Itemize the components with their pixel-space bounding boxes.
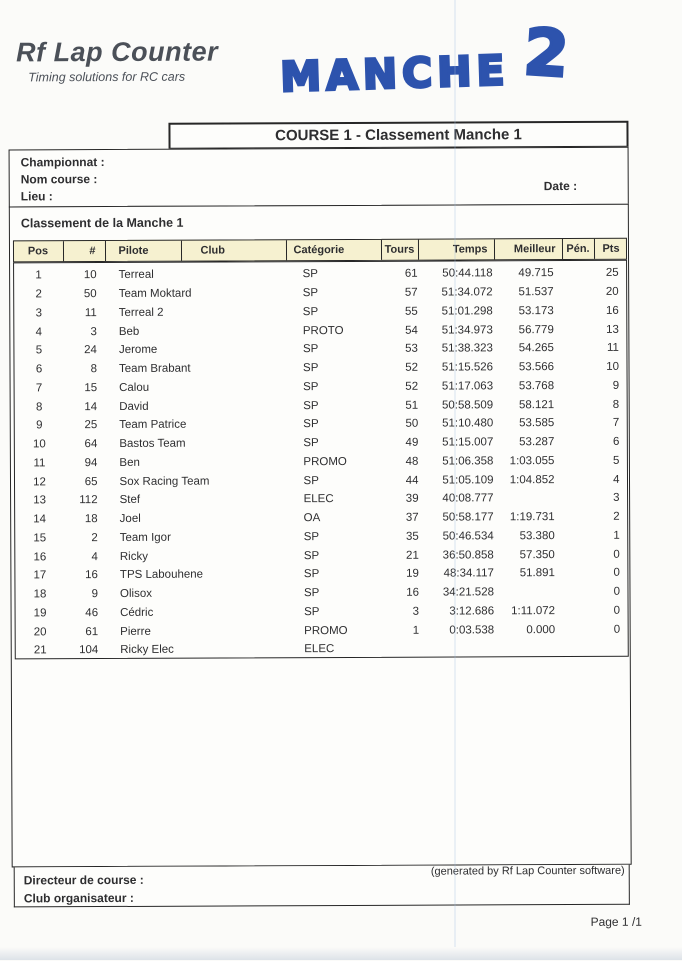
directeur-label: Directeur de course : — [24, 873, 144, 888]
cell-tours: 52 — [382, 381, 419, 393]
cell-categorie: SP — [287, 306, 382, 318]
cell-num: 112 — [65, 494, 107, 506]
section-title: Classement de la Manche 1 — [21, 216, 184, 231]
cell-pos: 18 — [15, 588, 65, 600]
cell-pilote: David — [106, 400, 182, 412]
cell-pos: 6 — [14, 363, 64, 375]
report-title-box — [168, 121, 628, 150]
cell-num: 15 — [64, 382, 106, 394]
cell-num: 10 — [64, 269, 106, 281]
cell-num: 4 — [65, 551, 107, 563]
cell-temps: 51:01.298 — [419, 305, 495, 317]
cell-pos: 4 — [14, 326, 64, 338]
cell-categorie: SP — [288, 531, 383, 543]
cell-pos: 14 — [15, 513, 65, 525]
cell-pilote: Ricky — [107, 550, 183, 562]
cell-categorie: SP — [287, 399, 382, 411]
col-header-club: Club — [181, 240, 286, 260]
cell-categorie: SP — [288, 568, 383, 580]
cell-meilleur: 0.000 — [496, 624, 564, 636]
cell-num: 8 — [64, 363, 106, 375]
cell-pos: 19 — [15, 607, 65, 619]
rf-lap-counter-logo — [16, 37, 218, 85]
cell-num: 61 — [65, 626, 107, 638]
cell-pos: 20 — [15, 626, 65, 638]
results-table-body — [13, 260, 629, 660]
cell-temps: 3:12.686 — [420, 605, 496, 617]
cell-pilote: Pierre — [107, 625, 183, 637]
cell-tours: 53 — [382, 343, 419, 355]
cell-meilleur: 1:04.852 — [495, 474, 563, 486]
cell-pts: 5 — [595, 455, 628, 467]
cell-pilote: Team Igor — [107, 532, 183, 544]
cell-temps: 51:15.526 — [419, 361, 495, 373]
cell-temps: 36:50.858 — [420, 549, 496, 561]
cell-num: 16 — [65, 569, 107, 581]
cell-pts: 0 — [596, 548, 629, 560]
cell-tours: 52 — [382, 362, 419, 374]
cell-meilleur: 49.715 — [495, 267, 563, 279]
table-row — [15, 639, 627, 660]
cell-meilleur: 57.350 — [496, 549, 564, 561]
cell-pos: 3 — [14, 307, 64, 319]
cell-categorie: SP — [288, 587, 383, 599]
cell-tours: 57 — [382, 287, 419, 299]
handwritten-word: MANCHE — [280, 46, 511, 101]
col-header-meilleur: Meilleur — [494, 239, 562, 259]
cell-tours: 44 — [382, 474, 419, 486]
col-header-pilote: Pilote — [105, 241, 181, 261]
cell-num: 24 — [64, 344, 106, 356]
cell-meilleur: 53.585 — [495, 417, 563, 429]
cell-temps: 51:34.973 — [419, 324, 495, 336]
nom-course-label: Nom course : — [21, 172, 98, 186]
cell-categorie: PROMO — [287, 456, 382, 468]
cell-pilote: Cédric — [107, 607, 183, 619]
cell-num: 9 — [65, 588, 107, 600]
cell-categorie: SP — [287, 381, 382, 393]
cell-pts: 0 — [596, 605, 629, 617]
cell-tours: 1 — [383, 624, 420, 636]
date-label: Date : — [544, 179, 577, 193]
cell-num: 46 — [65, 607, 107, 619]
page-number: Page 1 /1 — [591, 915, 642, 929]
cell-pts: 0 — [596, 586, 629, 598]
cell-tours: 51 — [382, 399, 419, 411]
cell-pilote: Joel — [107, 513, 183, 525]
cell-pos: 21 — [15, 645, 65, 657]
cell-pos: 2 — [14, 288, 64, 300]
cell-meilleur: 56.779 — [495, 324, 563, 336]
cell-tours: 19 — [383, 568, 420, 580]
col-header-categorie: Catégorie — [286, 240, 381, 260]
handwritten-manche-2 — [280, 29, 568, 104]
cell-temps: 50:44.118 — [419, 268, 495, 280]
cell-pts: 3 — [596, 492, 629, 504]
cell-pilote: Jerome — [106, 344, 182, 356]
results-table-header — [12, 238, 626, 263]
cell-categorie: SP — [287, 268, 382, 280]
cell-pos: 5 — [14, 345, 64, 357]
cell-temps: 51:06.358 — [419, 455, 495, 467]
cell-temps: 50:46.534 — [420, 530, 496, 542]
cell-categorie: SP — [287, 343, 382, 355]
cell-meilleur: 58.121 — [495, 399, 563, 411]
cell-pos: 10 — [14, 438, 64, 450]
col-header-pos: Pos — [13, 241, 63, 261]
cell-pilote: Terreal 2 — [106, 307, 182, 319]
col-header-temps: Temps — [418, 239, 494, 259]
handwritten-number: 2 — [522, 16, 571, 93]
cell-pilote: Olisox — [107, 588, 183, 600]
cell-categorie: SP — [287, 287, 382, 299]
cell-tours: 16 — [383, 587, 420, 599]
cell-pts: 0 — [596, 567, 629, 579]
cell-pos: 13 — [15, 495, 65, 507]
cell-temps: 48:34.117 — [420, 568, 496, 580]
cell-temps: 51:10.480 — [419, 418, 495, 430]
cell-pts: 6 — [595, 436, 628, 448]
cell-categorie: SP — [287, 474, 382, 486]
cell-num: 64 — [64, 438, 106, 450]
cell-pos: 16 — [15, 551, 65, 563]
cell-pos: 12 — [14, 476, 64, 488]
cell-pilote: Ben — [106, 457, 182, 469]
cell-temps: 51:34.072 — [419, 286, 495, 298]
cell-categorie: OA — [288, 512, 383, 524]
cell-tours: 21 — [383, 549, 420, 561]
cell-num: 94 — [64, 457, 106, 469]
cell-categorie: SP — [287, 437, 382, 449]
cell-pilote: Team Brabant — [106, 363, 182, 375]
cell-categorie: SP — [288, 549, 383, 561]
cell-meilleur: 53.287 — [495, 436, 563, 448]
cell-categorie: ELEC — [288, 643, 383, 655]
cell-pilote: Team Moktard — [106, 288, 182, 300]
cell-num: 2 — [65, 532, 107, 544]
cell-meilleur: 53.566 — [495, 361, 563, 373]
cell-temps: 40:08.777 — [420, 493, 496, 505]
cell-num: 11 — [64, 307, 106, 319]
cell-temps: 0:03.538 — [420, 624, 496, 636]
cell-meilleur: 53.768 — [495, 380, 563, 392]
col-header-tours: Tours — [381, 240, 418, 260]
cell-pos: 15 — [15, 532, 65, 544]
officials-box — [14, 865, 630, 908]
cell-pts: 1 — [596, 530, 629, 542]
logo-title: Rf Lap Counter — [16, 37, 218, 69]
cell-pts: 9 — [595, 380, 628, 392]
cell-num: 18 — [65, 513, 107, 525]
cell-pilote: Team Patrice — [106, 419, 182, 431]
cell-pilote: Sox Racing Team — [106, 475, 182, 487]
report-title: COURSE 1 - Classement Manche 1 — [275, 126, 522, 144]
cell-pilote: Stef — [107, 494, 183, 506]
cell-num: 65 — [64, 476, 106, 488]
cell-tours: 3 — [383, 606, 420, 618]
cell-tours: 54 — [382, 324, 419, 336]
cell-tours: 61 — [382, 268, 419, 280]
cell-tours: 50 — [382, 418, 419, 430]
event-info-box — [9, 147, 629, 208]
classement-box — [9, 204, 632, 868]
cell-num: 25 — [64, 419, 106, 431]
cell-categorie: PROTO — [287, 324, 382, 336]
cell-categorie: SP — [288, 606, 383, 618]
cell-temps: 50:58.509 — [419, 399, 495, 411]
cell-meilleur: 1:11.072 — [496, 605, 564, 617]
cell-pts: 0 — [596, 623, 629, 635]
cell-pts: 11 — [595, 342, 628, 354]
cell-pts: 13 — [595, 323, 628, 335]
col-header-num: # — [63, 241, 105, 261]
cell-tours: 37 — [383, 512, 420, 524]
cell-pilote: Bastos Team — [106, 438, 182, 450]
club-organisateur-label: Club organisateur : — [24, 891, 134, 905]
cell-temps: 51:38.323 — [419, 343, 495, 355]
cell-pts: 7 — [595, 417, 628, 429]
cell-pos: 17 — [15, 570, 65, 582]
cell-pilote: TPS Labouhene — [107, 569, 183, 581]
cell-temps: 51:05.109 — [419, 474, 495, 486]
cell-pilote: Beb — [106, 325, 182, 337]
cell-categorie: PROMO — [288, 624, 383, 636]
cell-temps: 34:21.528 — [420, 586, 496, 598]
cell-temps: 51:17.063 — [419, 380, 495, 392]
cell-pts: 2 — [596, 511, 629, 523]
cell-tours: 49 — [382, 437, 419, 449]
cell-meilleur: 53.173 — [495, 305, 563, 317]
cell-num: 3 — [64, 326, 106, 338]
cell-meilleur: 54.265 — [495, 342, 563, 354]
cell-meilleur: 1:19.731 — [496, 511, 564, 523]
cell-pos: 1 — [14, 270, 64, 282]
cell-pilote: Terreal — [106, 269, 182, 281]
cell-meilleur: 51.537 — [495, 286, 563, 298]
cell-meilleur: 53.380 — [496, 530, 564, 542]
cell-pos: 9 — [14, 420, 64, 432]
cell-temps: 50:58.177 — [420, 511, 496, 523]
cell-pts: 8 — [595, 398, 628, 410]
cell-pos: 7 — [14, 382, 64, 394]
generated-by-note: (generated by Rf Lap Counter software) — [431, 865, 625, 878]
col-header-pen: Pén. — [562, 239, 594, 259]
cell-pts: 16 — [595, 305, 628, 317]
cell-num: 50 — [64, 288, 106, 300]
cell-tours: 55 — [382, 306, 419, 318]
cell-pts: 20 — [595, 286, 628, 298]
cell-meilleur: 51.891 — [496, 567, 564, 579]
cell-temps: 51:15.007 — [419, 436, 495, 448]
cell-pilote: Calou — [106, 382, 182, 394]
cell-categorie: SP — [287, 362, 382, 374]
cell-pts: 10 — [595, 361, 628, 373]
logo-tagline: Timing solutions for RC cars — [28, 70, 218, 85]
cell-tours: 35 — [383, 531, 420, 543]
cell-tours: 39 — [383, 493, 420, 505]
cell-pts: 25 — [595, 267, 628, 279]
lieu-label: Lieu : — [21, 189, 53, 203]
cell-pilote: Ricky Elec — [107, 644, 183, 656]
cell-categorie: SP — [287, 418, 382, 430]
cell-num: 104 — [65, 644, 107, 656]
cell-pos: 8 — [14, 401, 64, 413]
cell-categorie: ELEC — [288, 493, 383, 505]
cell-tours: 48 — [382, 456, 419, 468]
cell-num: 14 — [64, 401, 106, 413]
col-header-pts: Pts — [594, 239, 627, 259]
cell-meilleur: 1:03.055 — [495, 455, 563, 467]
championnat-label: Championnat : — [21, 155, 105, 169]
cell-pos: 11 — [14, 457, 64, 469]
cell-pts: 4 — [595, 473, 628, 485]
